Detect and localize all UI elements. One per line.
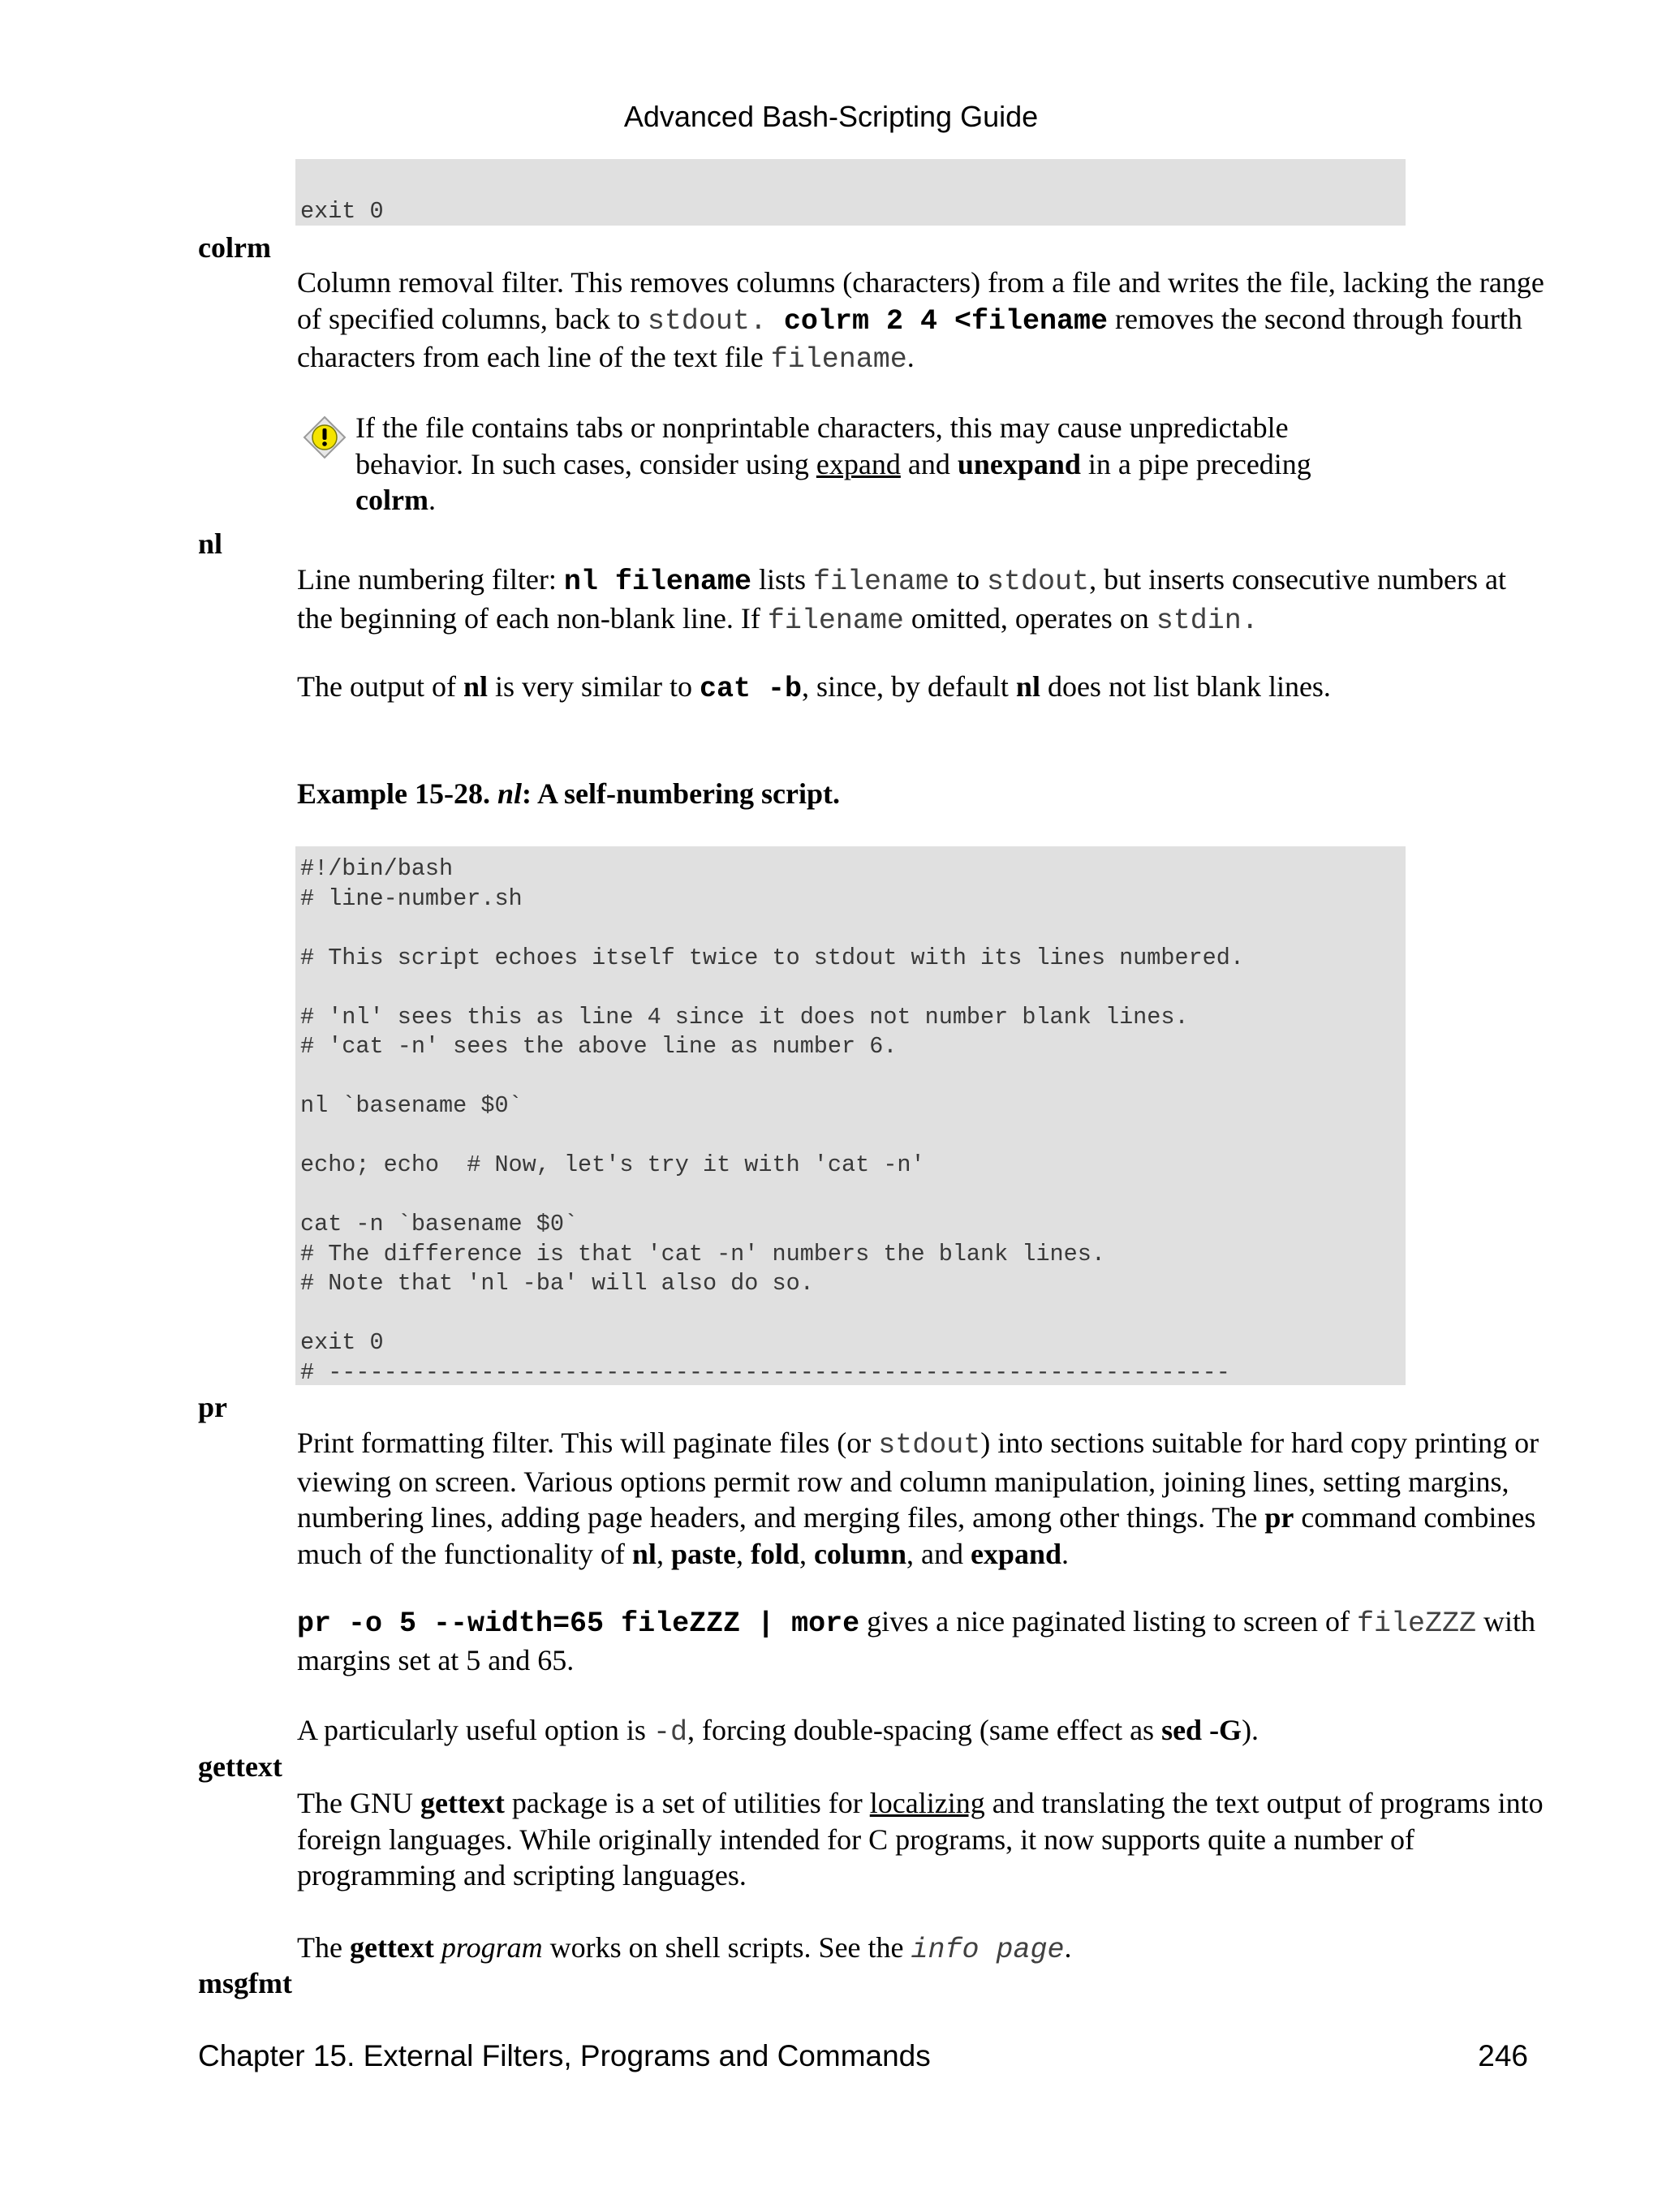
term-colrm: colrm <box>198 231 271 264</box>
colrm-description: Column removal filter. This removes columns (characters) from a file and writes the file, lacking the range of specified columns, back to stdout. colrm 2 4 <filename removes the second through fourth characters from each line of the text file filename. <box>297 266 1544 376</box>
warning-icon <box>302 415 347 460</box>
pr-option-note: A particularly useful option is -d, forcing double-spacing (same effect as sed -G). <box>297 1714 1259 1749</box>
example-title: Example 15-28. nl: A self-numbering script. <box>297 777 841 810</box>
pr-description: Print formatting filter. This will paginate files (or stdout) into sections suitable for hard copy printing or viewing on screen. Various options permit row and column manipulation, joining lines, setting margins, numbering lines, adding page headers, and merging files, among other things. The pr command combines much of the functionality of nl, paste, fold, column, and expand. <box>297 1427 1539 1570</box>
nl-output-note: The output of nl is very similar to cat -b, since, by default nl does not list blank lines. <box>297 670 1331 705</box>
code-block-exit: exit 0 <box>295 159 1406 226</box>
term-pr: pr <box>198 1391 227 1423</box>
expand-link[interactable]: expand <box>816 447 901 480</box>
info-page-ref: info page <box>911 1934 1065 1966</box>
nl-description: Line numbering filter: nl filename lists filename to stdout, but inserts consecutive numbers at the beginning of each non-blank line. If filename omitted, operates on stdin. <box>297 563 1506 637</box>
page-header: Advanced Bash-Scripting Guide <box>623 100 1039 133</box>
pr-example: pr -o 5 --width=65 fileZZZ | more gives a nice paginated listing to screen of fileZZZ with margins set at 5 and 65. <box>297 1605 1535 1676</box>
term-msgfmt: msgfmt <box>198 1967 292 1999</box>
term-gettext: gettext <box>198 1750 282 1783</box>
term-nl: nl <box>198 527 223 560</box>
gettext-description: The GNU gettext package is a set of utilities for localizing and translating the text output of programs into foreign languages. While originally intended for C programs, it now supports quite a number of programming and scripting languages. <box>297 1787 1544 1891</box>
gettext-program-note: The gettext program works on shell scripts. See the info page. <box>297 1931 1072 1966</box>
code-block-line-number: #!/bin/bash # line-number.sh # This script echoes itself twice to stdout with its lines numbered. # 'nl' sees this as line 4 since it does not number blank lines. # 'cat -n' sees the above line as number 6. nl `basename $0` echo; echo # Now, let's try it with 'cat -n' cat -n `basename $0` # The difference is that 'cat -n' numbers the blank lines. # Note that 'nl -ba' will also do so. exit 0 # ----------------------------------------------------------------- <box>295 846 1406 1385</box>
footer-page-number: 246 <box>1478 2039 1528 2072</box>
localizing-link[interactable]: localizing <box>869 1787 985 1819</box>
footer-chapter: Chapter 15. External Filters, Programs and Commands <box>198 2039 931 2072</box>
caution-text: If the file contains tabs or nonprintable characters, this may cause unpredictable behavior. In such cases, consider using expand and unexpand in a pipe preceding colrm. <box>355 411 1311 516</box>
